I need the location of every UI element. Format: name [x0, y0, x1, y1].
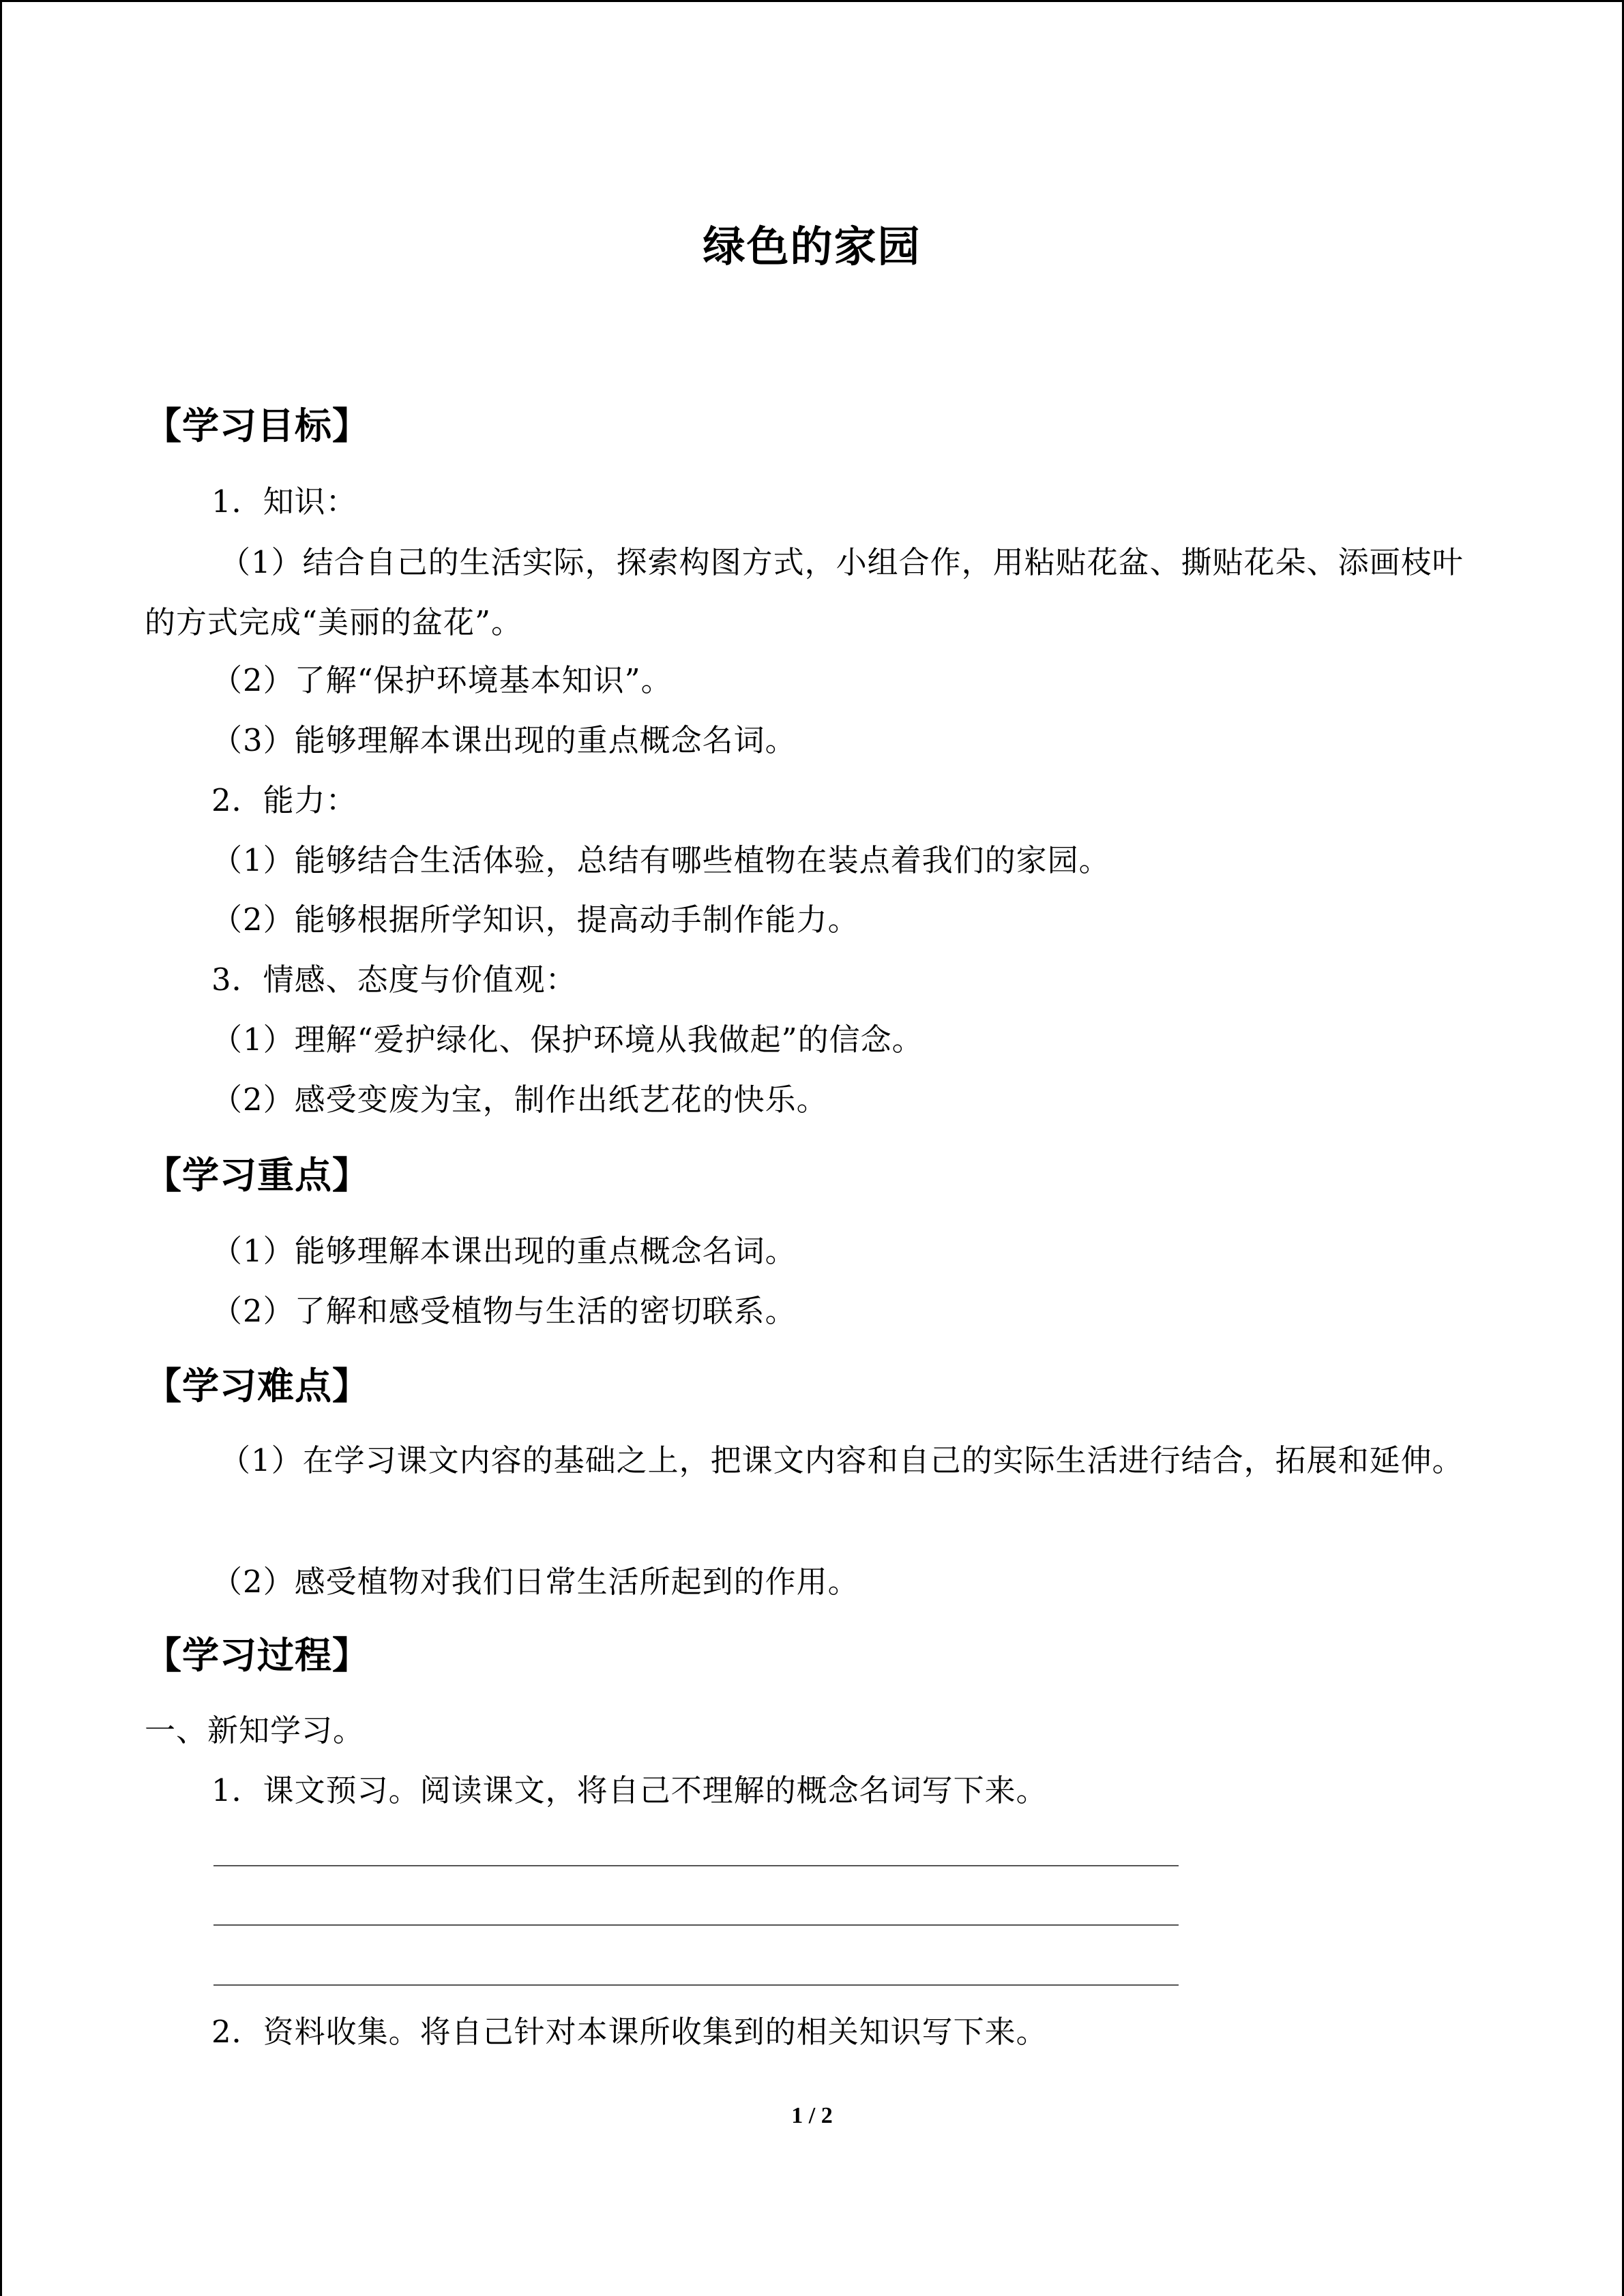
process-part-1: 一、新知学习。: [145, 1712, 365, 1748]
ability-label: 2．能力：: [211, 782, 357, 818]
key-point-2: （2）了解和感受植物与生活的密切联系。: [211, 1293, 797, 1329]
document-title: 绿色的家园: [703, 222, 921, 271]
difficulty-item-2: （2）感受植物对我们日常生活所起到的作用。: [211, 1564, 859, 1600]
answer-line-3[interactable]: [213, 1984, 1179, 1986]
key-point-1: （1）能够理解本课出现的重点概念名词。: [211, 1233, 797, 1269]
difficulty-item-1: （1）在学习课文内容的基础之上，把课文内容和自己的实际生活进行结合，拓展和延伸。: [220, 1442, 1464, 1478]
ability-item-1: （1）能够结合生活体验，总结有哪些植物在装点着我们的家园。: [211, 842, 1110, 878]
ability-item-2: （2）能够根据所学知识，提高动手制作能力。: [211, 901, 859, 938]
process-step-1: 1．课文预习。阅读课文，将自己不理解的概念名词写下来。: [211, 1772, 1048, 1808]
knowledge-item-2: （2）了解“保护环境基本知识”。: [211, 662, 673, 698]
emotion-item-1: （1）理解“爱护绿化、保护环境从我做起”的信念。: [211, 1022, 924, 1058]
heading-process: 【学习过程】: [145, 1634, 370, 1677]
page-number: 1 / 2: [791, 2103, 833, 2128]
knowledge-item-1: （1）结合自己的生活实际，探索构图方式，小组合作，用粘贴花盆、撕贴花朵、添画枝叶的方式完成“美丽的盆花”。: [145, 544, 1464, 640]
process-step-2: 2．资料收集。将自己针对本课所收集到的相关知识写下来。: [211, 2014, 1048, 2050]
emotion-item-2: （2）感受变废为宝，制作出纸艺花的快乐。: [211, 1082, 828, 1118]
heading-key-points: 【学习重点】: [145, 1154, 370, 1197]
heading-difficulties: 【学习难点】: [145, 1365, 370, 1407]
emotion-label: 3．情感、态度与价值观：: [211, 961, 577, 998]
answer-line-1[interactable]: [213, 1865, 1179, 1866]
answer-line-2[interactable]: [213, 1924, 1179, 1926]
knowledge-item-3: （3）能够理解本课出现的重点概念名词。: [211, 722, 797, 758]
knowledge-label: 1．知识：: [211, 483, 357, 520]
heading-objectives: 【学习目标】: [145, 404, 370, 447]
